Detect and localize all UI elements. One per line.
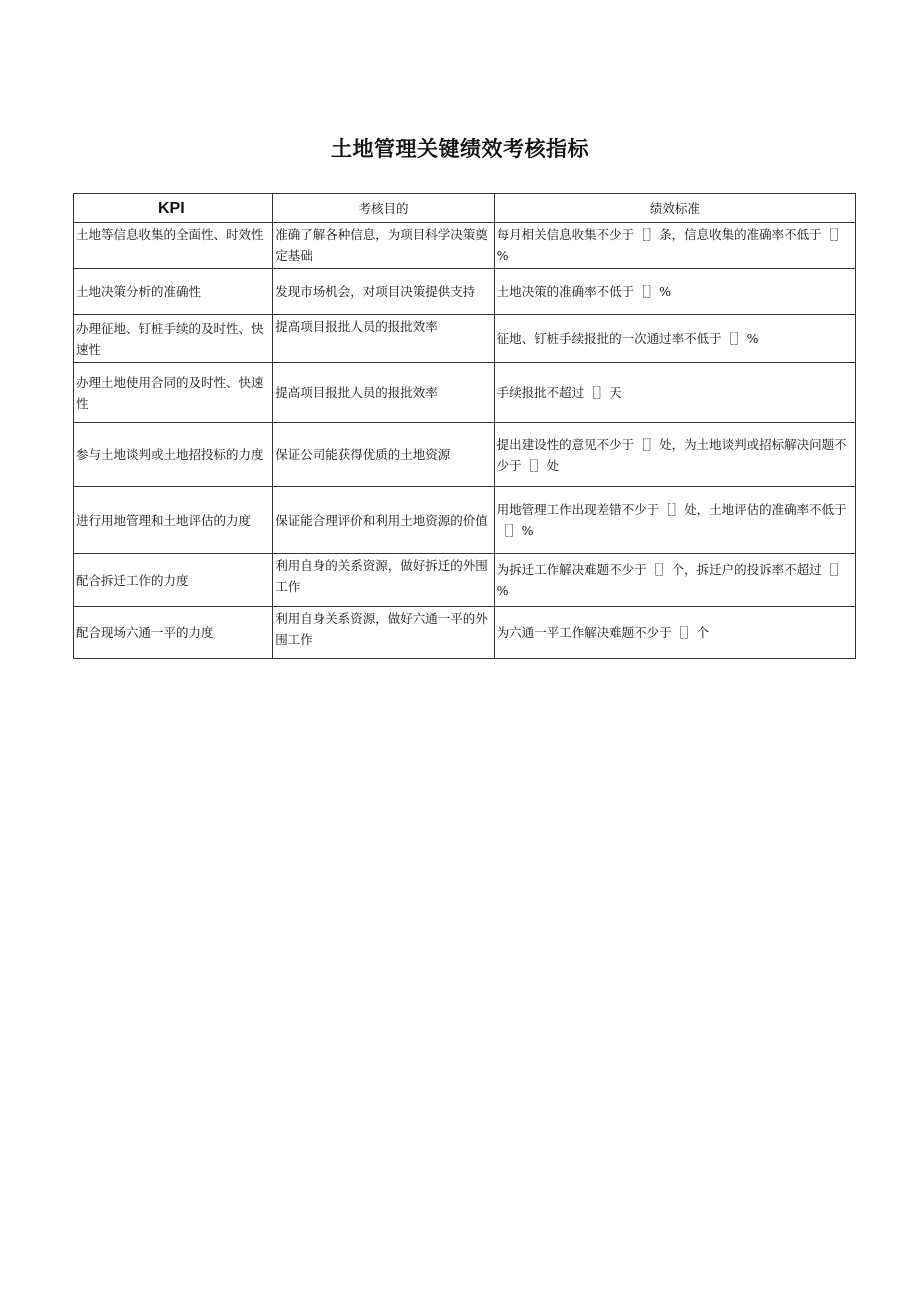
standard-cell: 手续报批不超过［］天 bbox=[494, 363, 855, 423]
standard-cell: 每月相关信息收集不少于［］条，信息收集的准确率不低于［］% bbox=[494, 223, 855, 269]
purpose-cell: 准确了解各种信息，为项目科学决策奠定基础 bbox=[273, 223, 494, 269]
purpose-cell: 利用自身的关系资源，做好拆迁的外围工作 bbox=[273, 554, 494, 607]
kpi-cell: 办理征地、钉桩手续的及时性、快速性 bbox=[74, 315, 273, 363]
kpi-cell: 土地等信息收集的全面性、时效性 bbox=[74, 223, 273, 269]
purpose-cell: 发现市场机会，对项目决策提供支持 bbox=[273, 269, 494, 315]
kpi-cell: 办理土地使用合同的及时性、快速性 bbox=[74, 363, 273, 423]
purpose-cell: 提高项目报批人员的报批效率 bbox=[273, 363, 494, 423]
table-row bbox=[74, 423, 856, 487]
standard-cell: 土地决策的准确率不低于［］% bbox=[494, 269, 855, 315]
table-row bbox=[74, 487, 856, 554]
table-row bbox=[74, 554, 856, 607]
table-row bbox=[74, 315, 856, 363]
purpose-cell: 保证能合理评价和利用土地资源的价值 bbox=[273, 487, 494, 554]
standard-cell: 为六通一平工作解决难题不少于［］个 bbox=[494, 607, 855, 659]
purpose-cell: 提高项目报批人员的报批效率 bbox=[273, 315, 494, 363]
document-title: 土地管理关键绩效考核指标 bbox=[331, 137, 589, 161]
header-purpose: 考核目的 bbox=[273, 194, 494, 223]
purpose-cell: 利用自身关系资源，做好六通一平的外围工作 bbox=[273, 607, 494, 659]
table-row bbox=[74, 269, 856, 315]
header-kpi: KPI bbox=[74, 194, 273, 223]
table-row bbox=[74, 363, 856, 423]
table-row bbox=[74, 223, 856, 269]
kpi-cell: 配合现场六通一平的力度 bbox=[74, 607, 273, 659]
standard-cell: 为拆迁工作解决难题不少于［］个，拆迁户的投诉率不超过［］% bbox=[494, 554, 855, 607]
purpose-cell: 保证公司能获得优质的土地资源 bbox=[273, 423, 494, 487]
kpi-cell: 配合拆迁工作的力度 bbox=[74, 554, 273, 607]
standard-cell: 征地、钉桩手续报批的一次通过率不低于［］% bbox=[494, 315, 855, 363]
standard-cell: 提出建设性的意见不少于［］处，为土地谈判或招标解决问题不少于［］处 bbox=[494, 423, 855, 487]
table-header-row bbox=[74, 194, 856, 223]
header-standard: 绩效标准 bbox=[494, 194, 855, 223]
standard-cell: 用地管理工作出现差错不少于［］处，土地评估的准确率不低于［］% bbox=[494, 487, 855, 554]
table-row bbox=[74, 607, 856, 659]
kpi-cell: 参与土地谈判或土地招投标的力度 bbox=[74, 423, 273, 487]
kpi-table bbox=[73, 193, 856, 659]
kpi-cell: 土地决策分析的准确性 bbox=[74, 269, 273, 315]
kpi-cell: 进行用地管理和土地评估的力度 bbox=[74, 487, 273, 554]
